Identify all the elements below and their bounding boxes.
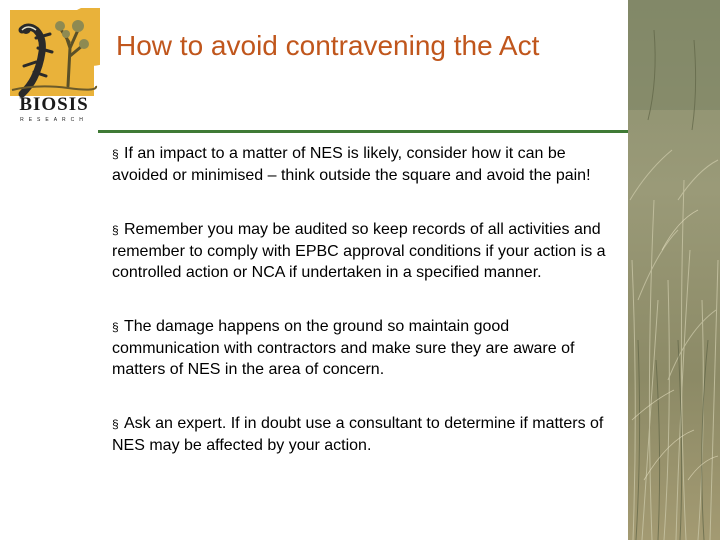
bullet-text: Remember you may be audited so keep records of all activities and remember to comply with EPBC approval conditions if your action is a controlled action or NCA if undertaken in a specified manner. — [112, 221, 606, 281]
bullet-text: The damage happens on the ground so maintain good communication with contractors and make sure they are aware of matters of NES in the area of concern. — [112, 318, 575, 378]
bullet-item — [112, 413, 612, 456]
bullet-item — [112, 219, 612, 283]
bullet-text: Ask an expert. If in doubt use a consultant to determine if matters of NES may be affected by your action. — [112, 415, 604, 454]
bullet-item — [112, 316, 612, 380]
lizard-and-tree-logo-icon — [8, 8, 100, 98]
slide-title: How to avoid contravening the Act — [116, 30, 540, 61]
biosis-logo — [8, 8, 100, 122]
grass-photo — [628, 0, 720, 540]
logo-wordmark: BIOSIS — [19, 94, 89, 115]
bullet-marker: § — [112, 417, 119, 431]
bullet-marker: § — [112, 147, 119, 161]
bullet-marker: § — [112, 223, 119, 237]
title-divider — [98, 130, 720, 133]
bullet-marker: § — [112, 320, 119, 334]
bullet-item — [112, 143, 612, 186]
bullet-list — [112, 143, 612, 489]
bullet-text: If an impact to a matter of NES is likely, consider how it can be avoided or minimised – think outside the square and avoid the pain! — [112, 145, 591, 184]
logo-subtitle: RESEARCH — [20, 117, 88, 123]
